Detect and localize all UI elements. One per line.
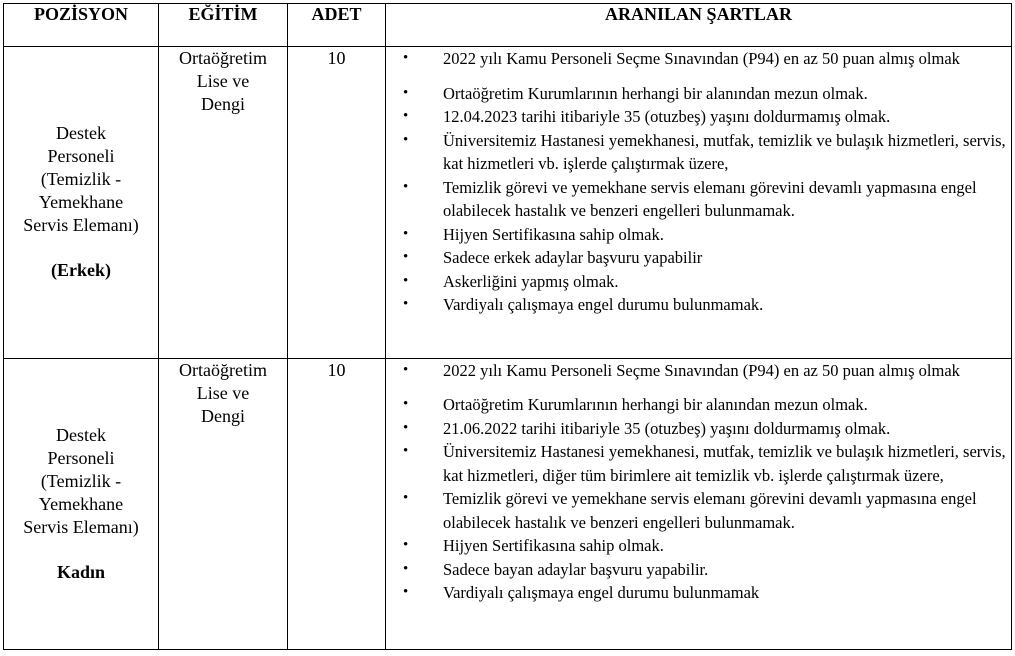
bullet-icon: • xyxy=(403,584,409,601)
requirements-list xyxy=(386,359,1011,605)
gender-label: Kadın xyxy=(56,561,106,582)
list-item xyxy=(386,417,1011,441)
quantity-cell: 10 xyxy=(288,47,386,359)
bullet-icon: • xyxy=(403,178,409,195)
list-item xyxy=(386,129,1011,176)
requirement-text: Sadece erkek adaylar başvuru yapabilir xyxy=(443,248,703,267)
requirements-cell xyxy=(386,358,1012,649)
requirement-text: 2022 yılı Kamu Personeli Seçme Sınavından (P94) en az 50 puan almış olmak xyxy=(443,360,960,380)
list-item xyxy=(386,82,1011,106)
education-line: Ortaöğretim xyxy=(179,48,267,68)
header-quantity: ADET xyxy=(288,4,386,47)
list-item xyxy=(386,487,1011,534)
bullet-icon: • xyxy=(403,131,409,148)
position-line: (Temizlik - xyxy=(40,470,122,491)
position-cell xyxy=(4,358,159,649)
position-line: Yemekhane xyxy=(38,192,124,213)
bullet-icon: • xyxy=(403,419,409,436)
list-item xyxy=(386,47,1011,71)
education-line: Ortaöğretim xyxy=(179,359,267,380)
requirement-text: Temizlik görevi ve yemekhane servis elemanı görevini devamlı yapmasına engel olabilecek hastalık ve benzeri engelleri bulunmamak. xyxy=(443,489,977,532)
bullet-icon: • xyxy=(403,225,409,242)
bullet-icon: • xyxy=(403,490,409,507)
requirement-text: Temizlik görevi ve yemekhane servis elemanı görevini devamlı yapmasına engel olabilecek hastalık ve benzeri engelleri bulunmamak. xyxy=(443,177,977,220)
bullet-icon: • xyxy=(403,537,409,554)
requirement-text: Hijyen Sertifikasına sahip olmak. xyxy=(443,224,664,244)
table-row xyxy=(4,358,1012,649)
bullet-icon: • xyxy=(403,50,409,66)
list-item xyxy=(386,393,1011,417)
position-line: Servis Elemanı) xyxy=(23,516,139,537)
education-cell xyxy=(159,358,288,649)
header-education: EĞİTİM xyxy=(159,4,288,47)
requirement-text: Hijyen Sertifikasına sahip olmak. xyxy=(443,536,664,556)
requirement-text: Üniversitemiz Hastanesi yemekhanesi, mutfak, temizlik ve bulaşık hizmetleri, servis, kat hizmetleri vb. işlerde çalıştırmak üzere, xyxy=(443,130,1006,173)
requirement-text: Ortaöğretim Kurumlarının herhangi bir alanından mezun olmak. xyxy=(443,83,868,103)
position-line: Personeli xyxy=(47,146,115,167)
job-positions-table xyxy=(3,3,1012,650)
bullet-icon: • xyxy=(403,443,409,460)
position-line: (Temizlik - xyxy=(40,169,122,190)
requirement-text: Vardiyalı çalışmaya engel durumu bulunmamak. xyxy=(443,295,764,314)
requirement-text: 12.04.2023 tarihi itibariyle 35 (otuzbeş) yaşını doldurmamış olmak. xyxy=(443,107,891,126)
bullet-icon: • xyxy=(403,249,409,265)
requirements-list xyxy=(386,47,1011,317)
bullet-icon: • xyxy=(403,296,409,312)
list-item xyxy=(386,105,1011,129)
list-item xyxy=(386,558,1011,582)
position-line: Destek xyxy=(56,123,106,144)
list-item xyxy=(386,534,1011,558)
requirement-text: 21.06.2022 tarihi itibariyle 35 (otuzbeş) yaşını doldurmamış olmak. xyxy=(443,418,891,438)
requirement-text: Üniversitemiz Hastanesi yemekhanesi, mutfak, temizlik ve bulaşık hizmetleri, servis, kat hizmetleri, diğer tüm birimlere ait temizlik vb. işlerde çalıştırmak üzere, xyxy=(443,442,1006,485)
bullet-icon: • xyxy=(403,361,409,378)
education-line: Lise ve xyxy=(196,71,250,91)
requirement-text: 2022 yılı Kamu Personeli Seçme Sınavından (P94) en az 50 puan almış olmak xyxy=(443,49,960,68)
education-cell xyxy=(159,47,288,359)
requirement-text: Vardiyalı çalışmaya engel durumu bulunmamak xyxy=(443,583,760,603)
list-item xyxy=(386,293,1011,317)
education-line: Dengi xyxy=(201,405,245,426)
table-row xyxy=(4,47,1012,359)
bullet-icon: • xyxy=(403,272,409,289)
gender-label: (Erkek) xyxy=(51,260,111,281)
header-requirements: ARANILAN ŞARTLAR xyxy=(386,4,1012,47)
list-item xyxy=(386,270,1011,294)
education-line: Lise ve xyxy=(196,382,250,403)
education-line: Dengi xyxy=(201,94,245,114)
list-item xyxy=(386,223,1011,247)
list-item xyxy=(386,440,1011,487)
position-line: Yemekhane xyxy=(38,493,124,514)
position-line: Personeli xyxy=(47,447,115,468)
header-position: POZİSYON xyxy=(4,4,159,47)
header-row xyxy=(4,4,1012,47)
bullet-icon: • xyxy=(403,396,409,413)
list-item xyxy=(386,246,1011,270)
position-line: Servis Elemanı) xyxy=(23,215,139,236)
requirement-text: Ortaöğretim Kurumlarının herhangi bir alanından mezun olmak. xyxy=(443,395,868,415)
requirements-cell xyxy=(386,47,1012,359)
position-line: Destek xyxy=(56,424,106,445)
position-cell xyxy=(4,47,159,359)
quantity-cell: 10 xyxy=(288,358,386,649)
bullet-icon: • xyxy=(403,108,409,124)
list-item xyxy=(386,359,1011,383)
list-item xyxy=(386,581,1011,605)
bullet-icon: • xyxy=(403,560,409,577)
bullet-icon: • xyxy=(403,84,409,101)
requirement-text: Askerliğini yapmış olmak. xyxy=(443,271,619,291)
list-item xyxy=(386,176,1011,223)
requirement-text: Sadece bayan adaylar başvuru yapabilir. xyxy=(443,559,709,579)
